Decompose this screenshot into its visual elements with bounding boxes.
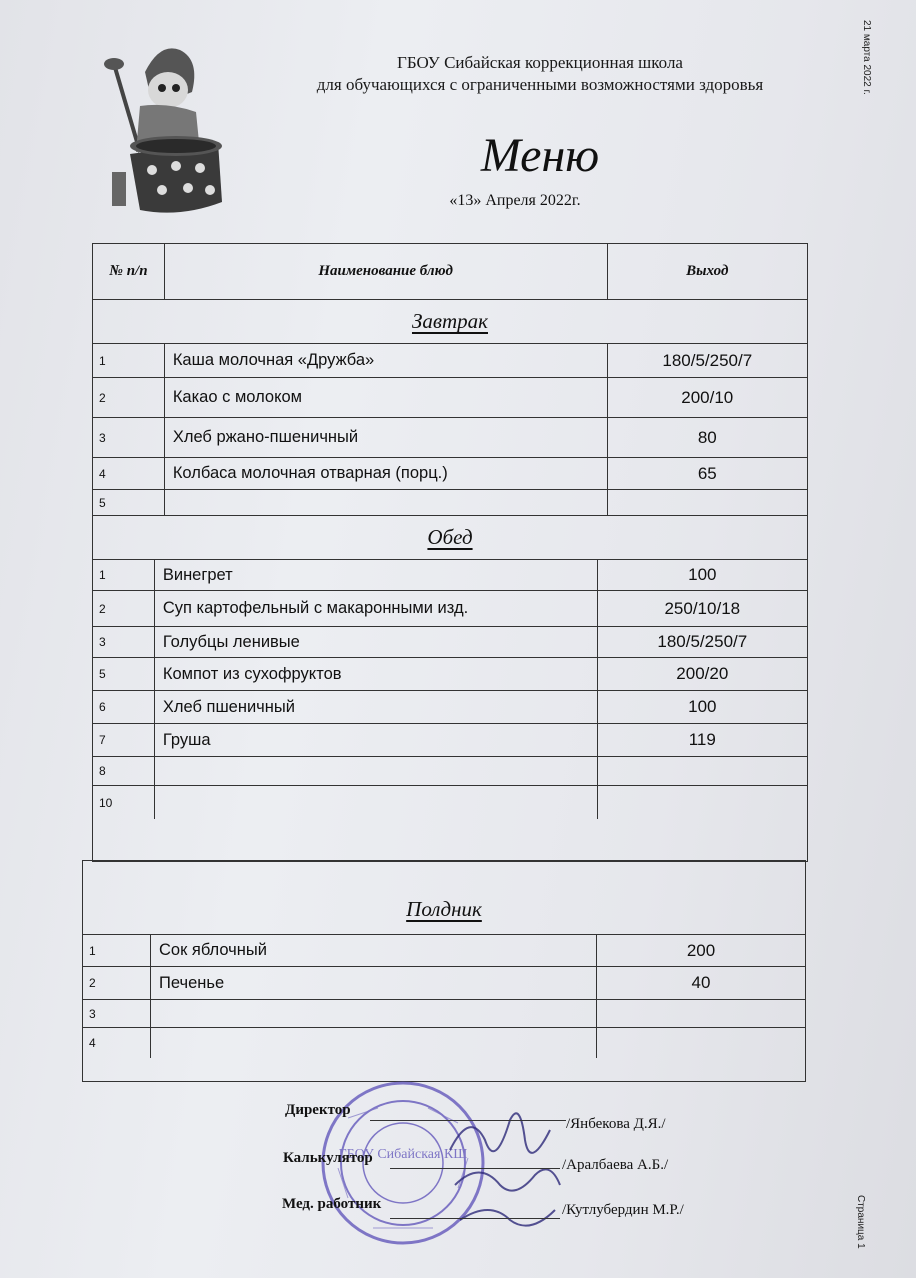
lunch-portion: 100 — [598, 691, 807, 724]
header-name: Наименование блюд — [165, 244, 608, 300]
snack-row — [83, 967, 805, 1000]
breakfast-row — [93, 458, 807, 490]
snack-dish-name — [151, 1000, 597, 1028]
lunch-number: 3 — [93, 627, 155, 658]
section-breakfast — [93, 300, 807, 344]
snack-number: 4 — [83, 1028, 151, 1058]
school-name — [230, 52, 850, 96]
lunch-dish-name: Винегрет — [155, 560, 598, 591]
snack-row — [83, 935, 805, 967]
lunch-number: 5 — [93, 658, 155, 691]
breakfast-dish-name: Хлеб ржано-пшеничный — [165, 418, 608, 458]
breakfast-dish-name: Какао с молоком — [165, 378, 608, 418]
breakfast-portion: 180/5/250/7 — [608, 344, 807, 378]
snack-row — [83, 1000, 805, 1028]
menu-date: «13» Апреля 2022г. — [449, 192, 581, 209]
section-snack-title: Полдник — [406, 897, 482, 921]
medic-label: Мед. работник — [282, 1196, 382, 1212]
snack-dish-name — [151, 1028, 597, 1058]
breakfast-row — [93, 418, 807, 458]
lunch-row — [93, 691, 807, 724]
school-name-line1: ГБОУ Сибайская коррекционная школа — [397, 53, 683, 72]
stamp-text: ГБОУ Сибайская КШ — [338, 1147, 468, 1162]
lunch-dish-name — [155, 786, 598, 819]
breakfast-number: 1 — [93, 344, 165, 378]
director-sign-line — [370, 1120, 566, 1121]
lunch-portion — [598, 757, 807, 786]
breakfast-number: 4 — [93, 458, 165, 490]
lunch-portion: 250/10/18 — [598, 591, 807, 627]
school-name-line2: для обучающихся с ограниченными возможностями здоровья — [316, 75, 764, 94]
lunch-dish-name: Хлеб пшеничный — [155, 691, 598, 724]
breakfast-dish-name: Каша молочная «Дружба» — [165, 344, 608, 378]
header-out: Выход — [608, 244, 807, 300]
calculator-label: Калькулятор — [283, 1150, 373, 1166]
lunch-dish-name: Суп картофельный с макаронными изд. — [155, 591, 598, 627]
breakfast-portion — [608, 490, 807, 516]
section-lunch — [93, 516, 807, 560]
section-breakfast-title: Завтрак — [411, 309, 488, 333]
lunch-rows — [93, 560, 807, 819]
director-label: Директор — [285, 1102, 351, 1118]
lunch-dish-name — [155, 757, 598, 786]
snack-dish-name: Сок яблочный — [151, 935, 597, 967]
lunch-portion: 100 — [598, 560, 807, 591]
snack-number: 2 — [83, 967, 151, 1000]
breakfast-number: 3 — [93, 418, 165, 458]
medic-name: /Кутлубердин М.Р./ — [562, 1202, 684, 1218]
lunch-row — [93, 724, 807, 757]
snack-portion: 40 — [597, 967, 805, 1000]
snack-portion — [597, 1028, 805, 1058]
breakfast-number: 2 — [93, 378, 165, 418]
breakfast-dish-name: Колбаса молочная отварная (порц.) — [165, 458, 608, 490]
print-date: 21 марта 2022 г. — [861, 20, 872, 95]
snack-number: 3 — [83, 1000, 151, 1028]
breakfast-portion: 65 — [608, 458, 807, 490]
calculator-sign-line — [390, 1168, 560, 1169]
lunch-number: 10 — [93, 786, 155, 819]
breakfast-dish-name — [165, 490, 608, 516]
breakfast-row — [93, 344, 807, 378]
lunch-row — [93, 591, 807, 627]
lunch-number: 8 — [93, 757, 155, 786]
lunch-dish-name: Компот из сухофруктов — [155, 658, 598, 691]
lunch-dish-name: Голубцы ленивые — [155, 627, 598, 658]
breakfast-portion: 200/10 — [608, 378, 807, 418]
header-num: № п/п — [93, 244, 165, 300]
lunch-row — [93, 627, 807, 658]
snack-dish-name: Печенье — [151, 967, 597, 1000]
section-snack — [83, 861, 805, 935]
snack-portion: 200 — [597, 935, 805, 967]
breakfast-row — [93, 490, 807, 516]
lunch-number: 7 — [93, 724, 155, 757]
breakfast-row — [93, 378, 807, 418]
lunch-row — [93, 757, 807, 786]
lunch-portion: 119 — [598, 724, 807, 757]
calculator-name: /Аралбаева А.Б./ — [562, 1157, 669, 1173]
snack-row — [83, 1028, 805, 1058]
section-lunch-title: Обед — [427, 525, 473, 549]
lunch-number: 2 — [93, 591, 155, 627]
breakfast-portion: 80 — [608, 418, 807, 458]
lunch-row — [93, 560, 807, 591]
lunch-dish-name: Груша — [155, 724, 598, 757]
lunch-number: 6 — [93, 691, 155, 724]
lunch-row — [93, 786, 807, 819]
snack-portion — [597, 1000, 805, 1028]
page-number: Страница 1 — [855, 1195, 866, 1249]
menu-table-snack — [82, 860, 806, 1082]
lunch-number: 1 — [93, 560, 155, 591]
page-title: Меню — [480, 129, 600, 182]
breakfast-rows — [93, 344, 807, 516]
lunch-portion: 200/20 — [598, 658, 807, 691]
snack-rows — [83, 935, 805, 1058]
snack-number: 1 — [83, 935, 151, 967]
lunch-row — [93, 658, 807, 691]
director-name: /Янбекова Д.Я./ — [566, 1116, 666, 1132]
lunch-portion — [598, 786, 807, 819]
breakfast-number: 5 — [93, 490, 165, 516]
lunch-portion: 180/5/250/7 — [598, 627, 807, 658]
menu-table-main — [92, 243, 808, 862]
mascot-cook-illustration — [100, 42, 240, 220]
medic-sign-line — [390, 1218, 560, 1219]
